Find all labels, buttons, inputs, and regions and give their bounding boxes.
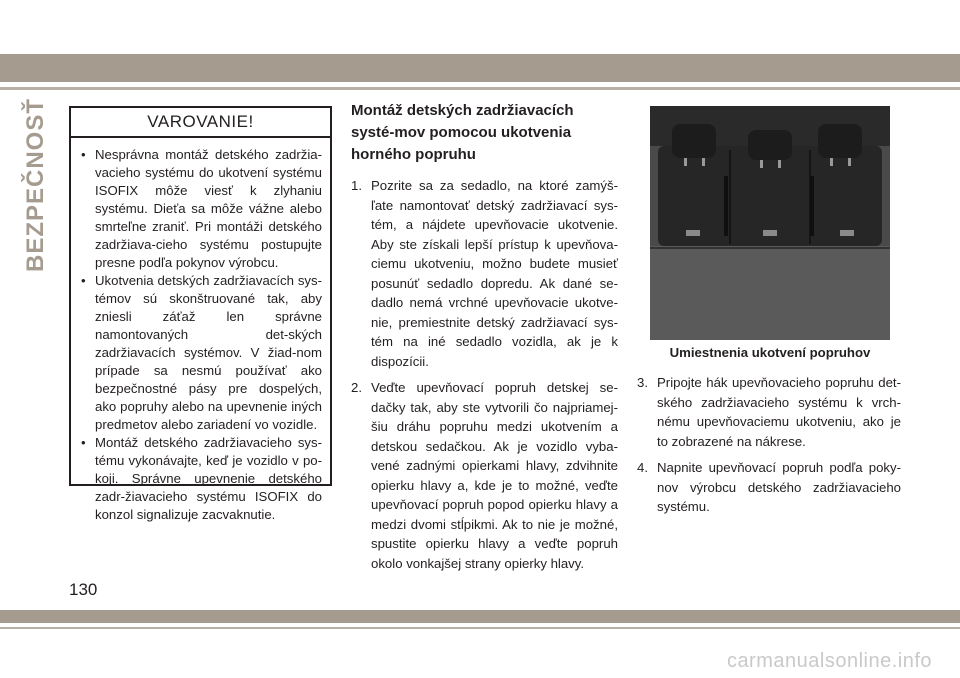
step-item	[637, 373, 901, 451]
page-number: 130	[69, 580, 98, 599]
header-rule	[0, 87, 960, 90]
step-item	[637, 458, 901, 517]
warning-title: VAROVANIE!	[71, 108, 330, 138]
warning-item-text: Nesprávna montáž detského zadržia-vacieho systému do ukotvení systému ISOFIX môže viesť k zlyhaniu systému. Dieťa sa môže vážne alebo smrteľne zraniť. Pri montáži detského zadržiava-cieho systému postupujte presne podľa pokynov výrobcu.	[95, 147, 322, 270]
steps-list	[351, 176, 618, 573]
bullet-icon: •	[81, 435, 86, 450]
header-band	[0, 54, 960, 82]
steps-list-continued	[637, 373, 901, 517]
cargo-area-photo	[650, 106, 890, 340]
step-item	[351, 378, 618, 573]
step-text: Veďte upevňovací popruh detskej se-dačky tak, aby ste vytvorili čo najpriamej-šiu dráhu popruhu medzi ukotvením a detskou sedačkou. Ak je vozidlo vyba-vené zadnými opierkami hlavy, zdvihnite opierku hlavy a, kde je to možné, veďte upevňovací popruh popod opierku hlavy a medzi dvomi stĺpikmi. Ak to nie je možné, spustite opierku hlavy a veďte popruh okolo vonkajšej strany opierky hlavy.	[371, 380, 618, 571]
warning-item-text: Montáž detského zadržiavacieho sys-tému vykonávajte, keď je vozidlo v po-koji. Správne upevnenie detského zadr-žiavacieho systému ISOFIX do konzol signalizuje zacvaknutie.	[95, 435, 322, 522]
section-tab	[22, 97, 50, 273]
step-number: 4.	[637, 460, 648, 475]
step-number: 2.	[351, 380, 362, 395]
footer-band	[0, 610, 960, 623]
section-heading: Montáž detských zadržiavacích systé-mov pomocou ukotvenia horného popruhu	[351, 102, 574, 163]
warning-item-text: Ukotvenia detských zadržiavacích sys-témov sú skonštruované tak, aby zniesli záťaž len správne namontovaných det-ských zadržiavacích systémov. V žiad-nom prípade sa nesmú používať ako bezpečnostné pásy pre dospelých, ako popruhy alebo na upevnenie iných predmetov alebo zariadení vo vozidle.	[95, 273, 322, 432]
step-text: Napnite upevňovací popruh podľa poky-nov výrobcu detského zadržiavacieho systému.	[657, 460, 901, 514]
warning-item	[79, 272, 322, 434]
seat-illustration	[650, 106, 890, 340]
warning-item	[79, 146, 322, 272]
step-text: Pripojte hák upevňovacieho popruhu det-ského zadržiavacieho systému k vrch-nému upevňovaciemu ukotveniu, ako je to zobrazené na nákrese.	[657, 375, 901, 449]
step-text: Pozrite sa za sedadlo, na ktoré zamýš-ľate namontovať detský zadržiavací sys-tém, a nájdete upevňovacie ukotvenie. Aby ste získali lepší prístup k upevňova-ciemu ukotveniu, možno budete musieť posunúť sedadlo dopredu. Ak dané se-dadlo nemá vrchné upevňovacie ukotve-nie, premiestnite detský zadržiavací sys-tém na iné sedadlo vozidla, ak je k dispozícii.	[371, 178, 618, 369]
step-number: 1.	[351, 178, 362, 193]
figure-caption: Umiestnenia ukotvení popruhov	[669, 345, 871, 360]
warning-box	[69, 106, 332, 522]
bullet-icon: •	[81, 273, 86, 288]
step-number: 3.	[637, 375, 648, 390]
warning-list	[71, 138, 330, 524]
footer-rule	[0, 627, 960, 629]
watermark: carmanualsonline.info	[726, 650, 932, 672]
instructions-column-continued	[637, 373, 901, 524]
bullet-icon: •	[81, 147, 86, 162]
section-tab-label: BEZPEČNOSŤ	[22, 97, 49, 273]
step-item	[351, 176, 618, 371]
warning-item	[79, 434, 322, 524]
instructions-column	[351, 100, 618, 580]
